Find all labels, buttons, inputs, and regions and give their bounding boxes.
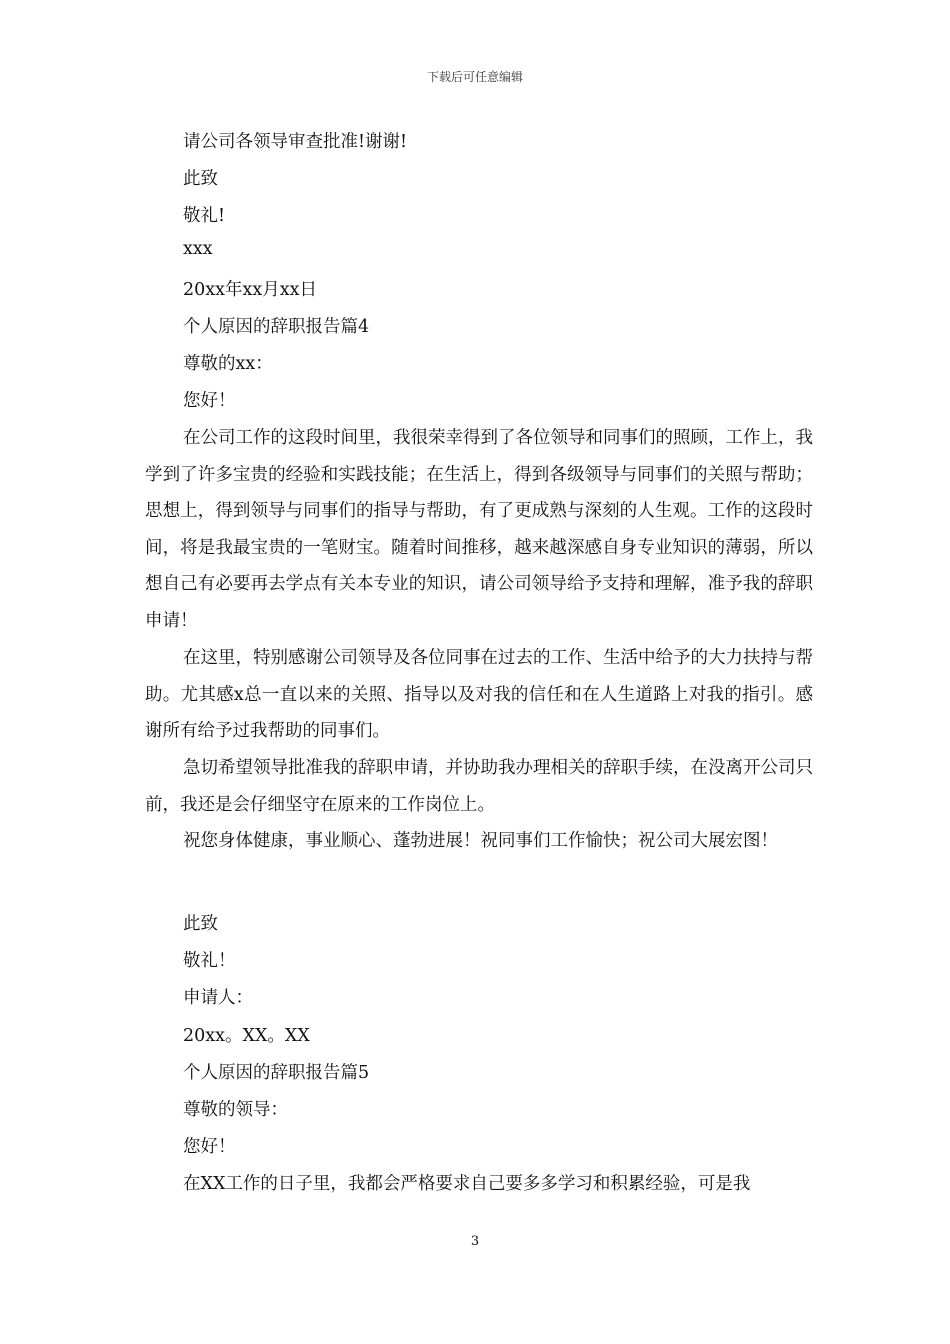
- body-paragraph: [145, 420, 813, 639]
- text-line: 请公司各领导审查批准!谢谢!: [183, 132, 408, 152]
- paragraph: 急切希望领导批准我的辞职申请，并协助我办理相关的辞职手续，在没离开公司只前，我还是会仔细坚守在原来的工作岗位上。: [145, 758, 813, 815]
- greeting: 您好！: [183, 1137, 236, 1157]
- section-title: 个人原因的辞职报告篇4: [183, 317, 370, 337]
- text-line: 在XX工作的日子里，我都会严格要求自己要多多学习和积累经验，可是我: [183, 1174, 751, 1194]
- body-paragraph: [145, 640, 813, 750]
- paragraph: 祝您身体健康，事业顺心、蓬勃进展！祝同事们工作愉快；祝公司大展宏图！: [183, 831, 778, 851]
- paragraph: 在这里，特别感谢公司领导及各位同事在过去的工作、生活中给予的大力扶持与帮助。尤其感x总一直以来的关照、指导以及对我的信任和在人生道路上对我的指引。感谢所有给予过我帮助的同事们。: [145, 648, 813, 741]
- greeting: 您好！: [183, 391, 236, 411]
- closing-regards: 敬礼!: [183, 206, 226, 226]
- signature-name: xxx: [183, 239, 213, 259]
- applicant-label: 申请人：: [183, 988, 253, 1008]
- body-paragraph: [145, 823, 813, 860]
- date-line: 20xx。XX。XX: [183, 1026, 310, 1046]
- closing-regards: 敬礼！: [183, 951, 236, 971]
- date-line: 20xx年xx月xx日: [183, 280, 317, 300]
- salutation: 尊敬的领导：: [183, 1100, 288, 1120]
- closing-salutation: 此致: [183, 169, 218, 189]
- salutation: 尊敬的xx：: [183, 354, 273, 374]
- page-number: 3: [470, 1234, 480, 1249]
- body-paragraph: [145, 750, 813, 823]
- section-title: 个人原因的辞职报告篇5: [183, 1063, 370, 1083]
- page-header: 下载后可任意编辑: [426, 70, 523, 84]
- closing-salutation: 此致: [183, 914, 218, 934]
- paragraph: 在公司工作的这段时间里，我很荣幸得到了各位领导和同事们的照顾，工作上，我学到了许多宝贵的经验和实践技能；在生活上，得到各级领导与同事们的关照与帮助；思想上，得到领导与同事们的指导与帮助，有了更成熟与深刻的人生观。工作的这段时间，将是我最宝贵的一笔财宝。随着时间推移，越来越深感自身专业知识的薄弱，所以想自己有必要再去学点有关本专业的知识，请公司领导给予支持和理解，准予我的辞职申请！: [145, 428, 813, 631]
